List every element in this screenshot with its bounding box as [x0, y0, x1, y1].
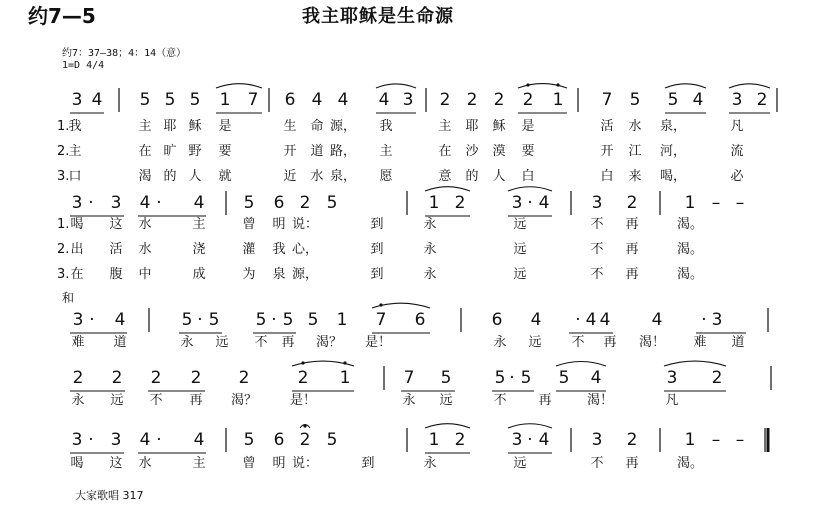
jianpu-note: 6	[273, 430, 285, 450]
lyric-syllable: 远	[513, 456, 527, 471]
slur	[508, 187, 552, 191]
lyric-syllable: 愿	[379, 169, 393, 184]
lyric-syllable: 难	[71, 335, 85, 350]
lyric-syllable: 道	[310, 144, 324, 159]
verse-number: 2.	[57, 242, 70, 257]
lyric-syllable: 水	[628, 119, 642, 134]
jianpu-note: 7	[375, 310, 387, 330]
jianpu-note: 5	[667, 90, 679, 110]
lyric-syllable: 难	[693, 335, 707, 350]
lyric-syllable: 永	[423, 456, 437, 471]
jianpu-note: 3	[731, 90, 743, 110]
jianpu-note: 3	[110, 430, 122, 450]
jianpu-note: 1	[428, 430, 440, 450]
slur	[665, 84, 706, 88]
lyric-syllable: 活	[600, 119, 614, 134]
lyric-syllable: 旷	[163, 144, 177, 159]
jianpu-note: 2	[72, 368, 84, 388]
lyric-syllable: 明	[272, 217, 286, 232]
jianpu-note: 2	[756, 90, 768, 110]
lyric-syllable: 要	[521, 144, 535, 159]
jianpu-note: 3	[71, 90, 83, 110]
jianpu-note: 4	[114, 310, 126, 330]
jianpu-note: 2	[493, 90, 505, 110]
lyric-syllable: 远	[439, 393, 453, 408]
lyric-syllable: 是	[218, 119, 232, 134]
lyric-syllable: 沙	[465, 144, 479, 159]
jianpu-note: 3	[666, 368, 678, 388]
lyric-syllable: 渴。	[676, 267, 704, 282]
lyric-syllable: 这	[109, 456, 123, 471]
jianpu-note: 3	[711, 310, 723, 330]
jianpu-note: 5	[520, 368, 532, 388]
jianpu-note: 2	[439, 90, 451, 110]
jianpu-note: 5	[440, 368, 452, 388]
lyric-syllable: 到	[361, 456, 375, 471]
lyric-syllable: 源，	[329, 119, 357, 134]
lyric-syllable: 白	[600, 169, 614, 184]
lyric-syllable: 漠	[492, 144, 506, 159]
lyric-syllable: 不	[493, 393, 507, 408]
lyric-syllable: 我	[68, 119, 82, 134]
verse-number: 2.	[57, 144, 70, 159]
slur	[729, 84, 770, 88]
lyric-syllable: 流	[730, 144, 744, 159]
lyric-syllable: 到	[370, 267, 384, 282]
lyric-syllable: 渴？	[230, 393, 258, 408]
lyric-syllable: 活	[109, 242, 123, 257]
lyric-syllable: 主	[192, 456, 206, 471]
slur	[556, 362, 606, 367]
lyric-syllable: 耶	[163, 119, 177, 134]
jianpu-note: 2	[454, 430, 466, 450]
lyric-syllable: 在	[138, 144, 152, 159]
lyric-syllable: 在	[438, 144, 452, 159]
jianpu-note: 5	[189, 90, 201, 110]
jianpu-note: 2	[190, 368, 202, 388]
lyric-syllable: 要	[218, 144, 232, 159]
jianpu-note: 4	[530, 310, 542, 330]
jianpu-note: 6	[273, 193, 285, 213]
jianpu-note: 1	[552, 90, 564, 110]
lyric-syllable: 永	[71, 393, 85, 408]
lyric-syllable: 主	[379, 144, 393, 159]
jianpu-note: 2	[150, 368, 162, 388]
lyric-syllable: 耶	[465, 119, 479, 134]
lyric-syllable: 开	[283, 144, 297, 159]
lyric-syllable: 永	[180, 335, 194, 350]
lyric-syllable: 再	[538, 393, 552, 408]
lyric-syllable: 再	[625, 242, 639, 257]
jianpu-note: 2	[454, 193, 466, 213]
lyric-syllable: 远	[215, 335, 229, 350]
jianpu-note: 2	[466, 90, 478, 110]
jianpu-note: 3	[591, 430, 603, 450]
lyric-syllable: 水	[310, 169, 324, 184]
lyric-syllable: 永	[423, 267, 437, 282]
jianpu-note: 3	[402, 90, 414, 110]
jianpu-note: 3	[591, 193, 603, 213]
jianpu-note: 3	[71, 193, 83, 213]
lyric-syllable: 腹	[109, 267, 123, 282]
jianpu-note: ·	[527, 430, 533, 450]
jianpu-note: 5	[307, 310, 319, 330]
lyric-syllable: 生	[283, 119, 297, 134]
slur	[216, 84, 262, 88]
lyric-syllable: 明	[272, 456, 286, 471]
jianpu-note: ·	[527, 193, 533, 213]
lyric-syllable: 在	[70, 267, 84, 282]
slur	[508, 424, 552, 428]
jianpu-note: 5	[282, 310, 294, 330]
lyric-syllable: 人	[492, 169, 506, 184]
jianpu-note: 4	[378, 90, 390, 110]
lyric-syllable: 不	[590, 242, 604, 257]
lyric-syllable: 凡	[665, 393, 679, 408]
key-and-meter: 1=D 4/4	[62, 60, 105, 71]
lyric-syllable: 口	[68, 169, 82, 184]
jianpu-note: 3	[511, 193, 523, 213]
jianpu-note: 5	[181, 310, 193, 330]
slur	[425, 424, 470, 428]
lyric-syllable: 泉	[272, 267, 286, 282]
jianpu-note: 3	[71, 430, 83, 450]
lyric-syllable: 水	[138, 242, 152, 257]
jianpu-note: 5	[255, 310, 267, 330]
jianpu-note: 2	[626, 193, 638, 213]
jianpu-note: ·	[88, 430, 94, 450]
lyric-syllable: 曾	[242, 217, 256, 232]
lyric-syllable: 是！	[289, 393, 317, 408]
lyric-syllable: 人	[188, 169, 202, 184]
jianpu-note: ·	[701, 310, 707, 330]
lyric-syllable: 永	[423, 242, 437, 257]
jianpu-note: 1	[428, 193, 440, 213]
song-reference: 约7—5	[28, 4, 96, 28]
jianpu-note: 6	[414, 310, 426, 330]
jianpu-note: –	[735, 193, 745, 213]
lyric-syllable: 出	[70, 242, 84, 257]
lyric-syllable: 远	[513, 242, 527, 257]
lyric-syllable: 的	[465, 169, 479, 184]
lyric-syllable: 不	[590, 456, 604, 471]
jianpu-note: 4	[692, 90, 704, 110]
lyric-syllable: 远	[528, 335, 542, 350]
lyric-syllable: 不	[149, 393, 163, 408]
jianpu-note: 4	[139, 430, 151, 450]
lyric-syllable: 喝，	[659, 169, 687, 184]
lyric-syllable: 再	[603, 335, 617, 350]
jianpu-note: 5	[243, 193, 255, 213]
jianpu-note: 4	[91, 90, 103, 110]
lyric-syllable: 泉，	[659, 119, 687, 134]
lyric-syllable: 远	[513, 267, 527, 282]
jianpu-note: 4	[311, 90, 323, 110]
jianpu-note: 7	[601, 90, 613, 110]
lyric-syllable: 主	[192, 217, 206, 232]
hymnbook-reference: 大家歌唱 317	[75, 489, 144, 502]
lyric-syllable: 必	[730, 169, 744, 184]
slur	[425, 187, 470, 191]
jianpu-note: 5	[208, 310, 220, 330]
jianpu-note: –	[735, 430, 745, 450]
lyric-syllable: 稣	[492, 119, 506, 134]
jianpu-note: 3	[72, 310, 84, 330]
slur	[376, 84, 416, 88]
lyric-syllable: 远	[110, 393, 124, 408]
lyric-syllable: 白	[521, 169, 535, 184]
song-title: 我主耶稣是生命源	[302, 6, 454, 27]
jianpu-note: 5	[243, 430, 255, 450]
jianpu-note: 5	[629, 90, 641, 110]
jianpu-note: ·	[156, 193, 162, 213]
jianpu-note: –	[711, 430, 721, 450]
jianpu-note: 4	[590, 368, 602, 388]
lyric-syllable: 野	[188, 144, 202, 159]
lyric-syllable: 主	[68, 144, 82, 159]
lyric-syllable: 渴。	[676, 242, 704, 257]
jianpu-note: 1	[684, 193, 696, 213]
jianpu-note: 4	[585, 310, 597, 330]
fermata-dot	[303, 424, 306, 427]
lyric-syllable: 再	[281, 335, 295, 350]
lyric-syllable: 我	[379, 119, 393, 134]
jianpu-note: 1	[684, 430, 696, 450]
lyric-syllable: 渴！	[638, 335, 666, 350]
lyric-syllable: 浇	[192, 242, 206, 257]
lyric-syllable: 曾	[242, 456, 256, 471]
jianpu-note: 4	[193, 430, 205, 450]
lyric-syllable: 再	[625, 456, 639, 471]
lyric-syllable: 到	[370, 242, 384, 257]
lyric-syllable: 不	[590, 267, 604, 282]
slur	[664, 361, 726, 366]
lyric-syllable: 说：	[291, 217, 319, 232]
lyric-syllable: 再	[625, 267, 639, 282]
jianpu-note: ·	[197, 310, 203, 330]
jianpu-note: 2	[297, 368, 309, 388]
scripture-source: 约7：37—38；4：14（意）	[62, 48, 187, 59]
jianpu-note: 2	[238, 368, 250, 388]
jianpu-note: –	[711, 193, 721, 213]
lyric-syllable: 道	[731, 335, 745, 350]
jianpu-note: 5	[139, 90, 151, 110]
jianpu-note: 3	[110, 193, 122, 213]
lyric-syllable: 心，	[291, 242, 319, 257]
lyric-syllable: 说：	[291, 456, 319, 471]
lyric-syllable: 的	[163, 169, 177, 184]
lyric-syllable: 渴？	[315, 335, 343, 350]
jianpu-note: 2	[299, 193, 311, 213]
jianpu-note: 2	[522, 90, 534, 110]
lyric-syllable: 凡	[730, 119, 744, 134]
lyric-syllable: 我	[272, 242, 286, 257]
lyric-syllable: 河，	[659, 144, 687, 159]
lyric-syllable: 灌	[242, 242, 256, 257]
lyric-syllable: 不	[254, 335, 268, 350]
jianpu-note: 4	[337, 90, 349, 110]
lyric-syllable: 不	[590, 217, 604, 232]
jianpu-note: 4	[538, 193, 550, 213]
lyric-syllable: 渴	[138, 169, 152, 184]
lyric-syllable: 喝	[70, 217, 84, 232]
lyric-syllable: 主	[138, 119, 152, 134]
lyric-syllable: 渴！	[586, 393, 614, 408]
lyric-syllable: 稣	[188, 119, 202, 134]
jianpu-note: 6	[491, 310, 503, 330]
jianpu-note: ·	[88, 193, 94, 213]
lyric-syllable: 命	[310, 119, 324, 134]
lyric-syllable: 喝	[70, 456, 84, 471]
lyric-syllable: 来	[628, 169, 642, 184]
jianpu-note: 3	[511, 430, 523, 450]
lyric-syllable: 永	[423, 217, 437, 232]
jianpu-note: 4	[651, 310, 663, 330]
lyric-syllable: 是	[521, 119, 535, 134]
lyric-syllable: 到	[370, 217, 384, 232]
lyric-syllable: 江	[628, 144, 642, 159]
verse-number: 3.	[57, 169, 70, 184]
lyric-syllable: 主	[438, 119, 452, 134]
lyric-syllable: 泉，	[329, 169, 357, 184]
jianpu-note: ·	[156, 430, 162, 450]
verse-number: 1.	[57, 217, 70, 232]
chorus-label: 和	[62, 291, 75, 305]
jianpu-note: 4	[193, 193, 205, 213]
jianpu-note: 5	[326, 193, 338, 213]
lyric-syllable: 开	[600, 144, 614, 159]
jianpu-note: 5	[558, 368, 570, 388]
jianpu-note: 2	[299, 430, 311, 450]
jianpu-note: 4	[599, 310, 611, 330]
jianpu-note: 1	[339, 368, 351, 388]
lyric-syllable: 为	[242, 267, 256, 282]
verse-number: 1.	[57, 119, 70, 134]
lyric-syllable: 永	[493, 335, 507, 350]
lyric-syllable: 再	[625, 217, 639, 232]
lyric-syllable: 这	[109, 217, 123, 232]
lyric-syllable: 就	[218, 169, 232, 184]
lyric-syllable: 是！	[364, 335, 392, 350]
lyric-syllable: 中	[138, 267, 152, 282]
jianpu-note: ·	[509, 368, 515, 388]
lyric-syllable: 源，	[291, 267, 319, 282]
jianpu-note: 7	[247, 90, 259, 110]
lyric-syllable: 不	[571, 335, 585, 350]
jianpu-note: 6	[284, 90, 296, 110]
lyric-syllable: 路，	[329, 144, 357, 159]
jianpu-note: ·	[575, 310, 581, 330]
jianpu-note: 7	[403, 368, 415, 388]
lyric-syllable: 意	[438, 169, 452, 184]
jianpu-note: 2	[111, 368, 123, 388]
lyric-syllable: 水	[138, 217, 152, 232]
lyric-syllable: 再	[189, 393, 203, 408]
verse-number: 3.	[57, 267, 70, 282]
lyric-syllable: 渴。	[676, 456, 704, 471]
lyric-syllable: 成	[192, 267, 206, 282]
jianpu-note: 5	[326, 430, 338, 450]
jianpu-note: 5	[494, 368, 506, 388]
jianpu-note: ·	[89, 310, 95, 330]
jianpu-note: ·	[271, 310, 277, 330]
lyric-syllable: 水	[138, 456, 152, 471]
lyric-syllable: 近	[283, 169, 297, 184]
lyric-syllable: 道	[113, 335, 127, 350]
jianpu-note: 1	[219, 90, 231, 110]
jianpu-note: 4	[139, 193, 151, 213]
lyric-syllable: 远	[513, 217, 527, 232]
jianpu-note: 1	[336, 310, 348, 330]
jianpu-note: 2	[711, 368, 723, 388]
lyric-syllable: 永	[402, 393, 416, 408]
jianpu-note: 4	[538, 430, 550, 450]
jianpu-note: 2	[626, 430, 638, 450]
jianpu-note: 5	[164, 90, 176, 110]
slur	[518, 84, 567, 88]
lyric-syllable: 渴。	[676, 217, 704, 232]
